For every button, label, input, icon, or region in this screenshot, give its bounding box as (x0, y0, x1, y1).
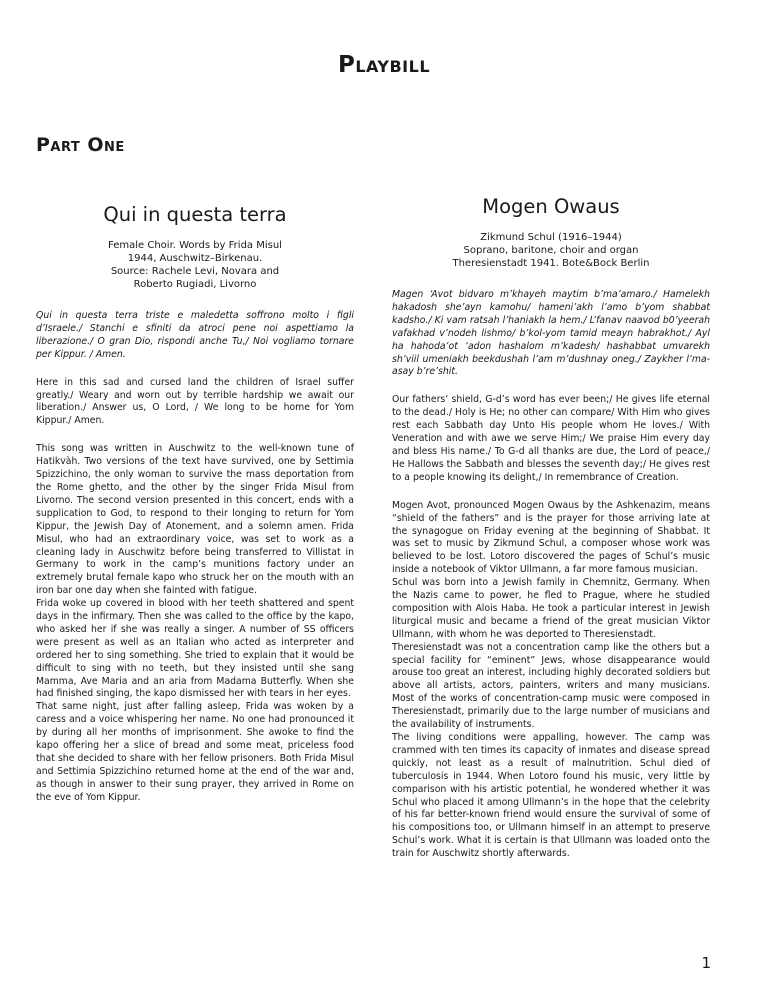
credit-line: Zikmund Schul (1916–1944) (480, 232, 622, 243)
section-heading: Part One (36, 134, 125, 156)
lyrics-original: Qui in questa terra triste e maledetta soffrono molto i figli d’Israele./ Stanchi e sfiniti da atroci pene noi aspettiamo la liberazione./ O gran Dio, rispondi anche Tu,/ Noi vogliamo tornare per Kippur. / Amen. (36, 310, 354, 360)
left-column (36, 195, 354, 805)
note-paragraph: Theresienstadt was not a concentration camp like the others but a special facility for “eminent” Jews, whose disappearance would arouse too great an interest, including highly decorated soldiers but above all artists, actors, painters, writers and many musicians. Most of the works of concentration-camp music were composed in Theresienstadt, primarily due to the large number of musicians and the availability of instruments. (392, 641, 710, 731)
right-column (392, 195, 710, 861)
note-paragraph: Frida woke up covered in blood with her teeth shattered and spent days in the infirmary. Then she was called to the office by the kapo, who asked her if she was really a singer. A number of SS officers were present as well as an Italian who acted as interpreter and ordered her to sing something. She tried to explain that it would be difficult to sing with no teeth, but they insisted until she sang Mamma, Ave Maria and an aria from Madama Butterfly. When she had finished singing, the kapo dismissed her with tears in her eyes. (36, 598, 354, 700)
program-notes (36, 443, 354, 804)
note-paragraph: The living conditions were appalling, however. The camp was crammed with ten times its capacity of inmates and disease spread quickly, not least as a result of malnutrition. Schul died of tuberculosis in 1944. When Lotoro found his music, very little by comparison with his artistic potential, he wondered whether it was Schul who placed it among Ullmann’s in the hope that the celebrity of his far better-known friend would ensure the survival of some of his compositions too, or Ullmann himself in an attempt to preserve Schul’s work. What it is certain is that Ullmann was loaded onto the train for Auschwitz shortly afterwards. (392, 732, 710, 860)
note-paragraph: This song was written in Auschwitz to the well-known tune of Hatikvàh. Two versions of the text have survived, one by Settimia Spizzichino, the only woman to survive the mass deportation from the Rome ghetto, and the other by the singer Frida Misul from Livorno. The second version presented in this concert, ends with a supplication to God, to respond to their longing to return for Yom Kippur, the Jewish Day of Atonement, and a solemn amen. Frida Misul, who had an extraordinary voice, was set to work as a cleaning lady in Auschwitz before being transferred to Villistat in Germany to work in the camp’s munitions factory under an extremely brutal female kapo who struck her on the mouth with an iron bar one day when she fainted with fatigue. (36, 443, 354, 597)
song-title-qui-in-questa-terra: Qui in questa terra (103, 203, 287, 226)
program-notes (392, 500, 710, 861)
song-title-mogen-owaus: Mogen Owaus (482, 195, 620, 218)
song-credits (392, 231, 710, 270)
song-credits (36, 239, 354, 291)
page-number: 1 (701, 954, 711, 972)
credit-line: Soprano, baritone, choir and organ (463, 245, 639, 256)
note-paragraph: Schul was born into a Jewish family in Chemnitz, Germany. When the Nazis came to power, he fled to Prague, where he studied composition with Alois Haba. He took a particular interest in Jewish liturgical music and became a friend of the great musician Viktor Ullmann, with whom he was deported to Theresienstadt. (392, 577, 710, 640)
credit-line: Roberto Rugiadi, Livorno (133, 279, 257, 290)
credit-line: Female Choir. Words by Frida Misul (108, 240, 282, 251)
lyrics-translation: Here in this sad and cursed land the children of Israel suffer greatly./ Weary and worn out by terrible hardship we await our liberation./ Answer us, O Lord, / We long to be home for Yom Kippur./ Amen. (36, 376, 354, 427)
lyrics-translation: Our fathers’ shield, G-d’s word has ever been;/ He gives life eternal to the dead./ Holy is He; no other can compare/ With Him who gives rest each Sabbath day Unto His people whom He loves./ With Veneration and with awe we serve Him;/ We praise Him every day and bless His name./ To G-d all thanks are due, the Lord of peace,/ He Hallows the Sabbath and blesses the seventh day;/ He gives rest to a people knowing its delight,/ In remembrance of Creation. (392, 394, 710, 483)
note-paragraph: That same night, just after falling asleep, Frida was woken by a caress and a voice whispering her name. No one had pronounced it by during all her months of imprisonment. She awoke to find the kapo offering her a slice of bread and some meat, priceless food that she decided to share with her fellow prisoners. Both Frida Misul and Settimia Spizzichino returned home at the end of the war and, as though in answer to their sung prayer, they arrived in Rome on the eve of Yom Kippur. (36, 701, 354, 803)
lyrics-original: Magen ‘Avot bidvaro m’khayeh maytim b’ma’amaro./ Hamelekh hakadosh she’ayn kamohu/ hameni’akh l’amo b’yom shabbat kadsho./ Ki vam ratsah l’haniakh la hem./ L’fanav naavod b0’yeerah vafakhad v’nodeh lishmo/ b’kol-yom tamid meayn habrakhot./ Ayl ha hahoda’ot ‘adon hashalom m’kadesh/ hashabbat umvarekh sh’viil umeniakh beekdushah l’am m’dushnay oneg./ Zaykher l’ma-asay b’re’shit. (392, 289, 710, 378)
credit-line: 1944, Auschwitz–Birkenau. (127, 253, 263, 264)
page-title: Playbill (337, 52, 431, 78)
note-paragraph: Mogen Avot, pronounced Mogen Owaus by the Ashkenazim, means “shield of the fathers” and is the prayer for those arriving late at the synagogue on Friday evening at the beginning of Shabbat. It was set to music by Zikmund Schul, a composer whose work was believed to be lost. Lotoro discovered the pages of Schul’s music inside a notebook of Viktor Ullmann, a far more famous musician. (392, 499, 710, 576)
credit-line: Source: Rachele Levi, Novara and (110, 266, 280, 277)
credit-line: Theresienstadt 1941. Bote&Bock Berlin (452, 258, 650, 269)
